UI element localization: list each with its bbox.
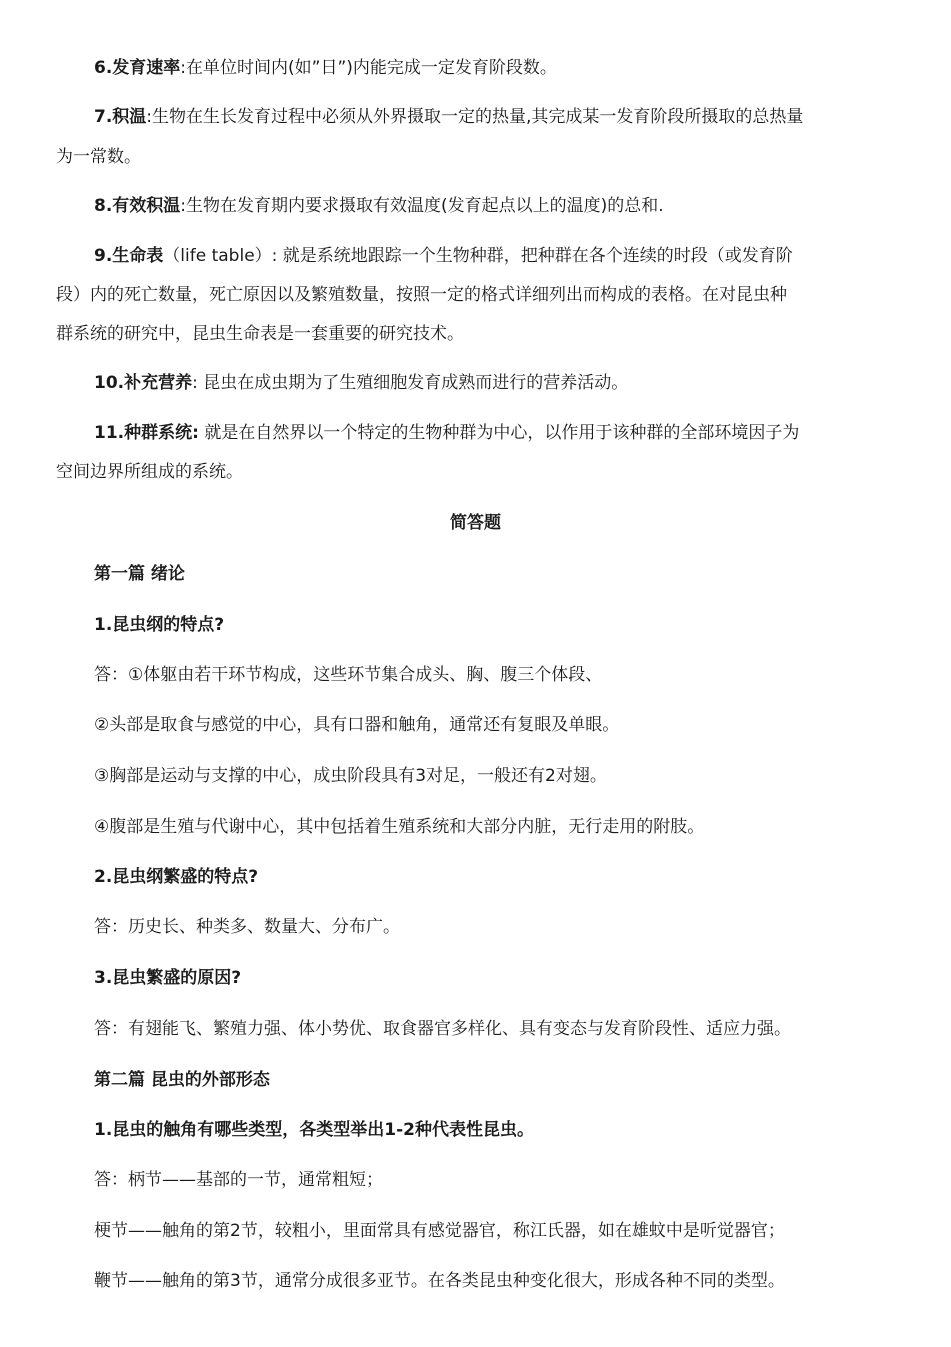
definition-text: :生物在生长发育过程中必须从外界摄取一定的热量,其完成某一发育阶段所摄取的总热量 — [146, 107, 804, 127]
definition-7-cont: 为一常数。 — [56, 147, 141, 167]
definition-10 — [94, 370, 896, 396]
answer-line: 答：有翅能飞、繁殖力强、体小势优、取食器官多样化、具有变态与发育阶段性、适应力强。 — [94, 1019, 791, 1039]
section-title: 简答题 — [450, 513, 501, 533]
definition-7 — [94, 104, 896, 130]
part1-title: 第一篇 绪论 — [94, 564, 185, 584]
answer-line: 答：柄节——基部的一节，通常粗短； — [94, 1170, 383, 1190]
term-label: 7.积温 — [94, 107, 147, 127]
question-4: 1.昆虫的触角有哪些类型，各类型举出1-2种代表性昆虫。 — [94, 1120, 534, 1140]
definition-text: :在单位时间内(如”日”)内能完成一定发育阶段数。 — [180, 58, 557, 78]
definition-8 — [94, 193, 896, 219]
part2-title: 第二篇 昆虫的外部形态 — [94, 1070, 270, 1090]
definition-9 — [94, 243, 896, 269]
definition-text: :生物在发育期内要求摄取有效温度(发育起点以上的温度)的总和. — [180, 196, 664, 216]
term-label: 8.有效积温 — [94, 196, 181, 216]
answer-line: ③胸部是运动与支撑的中心，成虫阶段具有3对足，一般还有2对翅。 — [94, 766, 607, 786]
definition-text: 就是在自然界以一个特定的生物种群为中心，以作用于该种群的全部环境因子为 — [198, 423, 800, 443]
term-label: 11.种群系统: — [94, 423, 199, 443]
term-label: 6.发育速率 — [94, 58, 181, 78]
term-label: 10.补充营养 — [94, 373, 193, 393]
definition-9-cont: 群系统的研究中，昆虫生命表是一套重要的研究技术。 — [56, 324, 464, 344]
answer-line: 梗节——触角的第2节，较粗小，里面常具有感觉器官，称江氏器，如在雄蚊中是听觉器官； — [94, 1221, 785, 1241]
question-2: 2.昆虫纲繁盛的特点? — [94, 867, 259, 887]
term-label: 9.生命表 — [94, 246, 164, 266]
definition-11 — [94, 420, 896, 446]
definition-6 — [94, 55, 896, 81]
answer-line: 鞭节——触角的第3节，通常分成很多亚节。在各类昆虫种变化很大，形成各种不同的类型。 — [94, 1271, 785, 1291]
definition-9-cont: 段）内的死亡数量，死亡原因以及繁殖数量，按照一定的格式详细列出而构成的表格。在对昆虫种 — [56, 285, 787, 305]
question-3: 3.昆虫繁盛的原因? — [94, 968, 242, 988]
answer-line: 答：历史长、种类多、数量大、分布广。 — [94, 917, 400, 937]
answer-line: ④腹部是生殖与代谢中心，其中包括着生殖系统和大部分内脏，无行走用的附肢。 — [94, 817, 705, 837]
answer-line: 答：①体躯由若干环节构成，这些环节集合成头、胸、腹三个体段、 — [94, 665, 603, 685]
question-1: 1.昆虫纲的特点? — [94, 615, 225, 635]
definition-text: : 昆虫在成虫期为了生殖细胞发育成熟而进行的营养活动。 — [192, 373, 629, 393]
definition-text: （life table）: 就是系统地跟踪一个生物种群，把种群在各个连续的时段（或发育阶 — [163, 246, 793, 266]
answer-line: ②头部是取食与感觉的中心，具有口器和触角，通常还有复眼及单眼。 — [94, 715, 620, 735]
definition-11-cont: 空间边界所组成的系统。 — [56, 462, 243, 482]
